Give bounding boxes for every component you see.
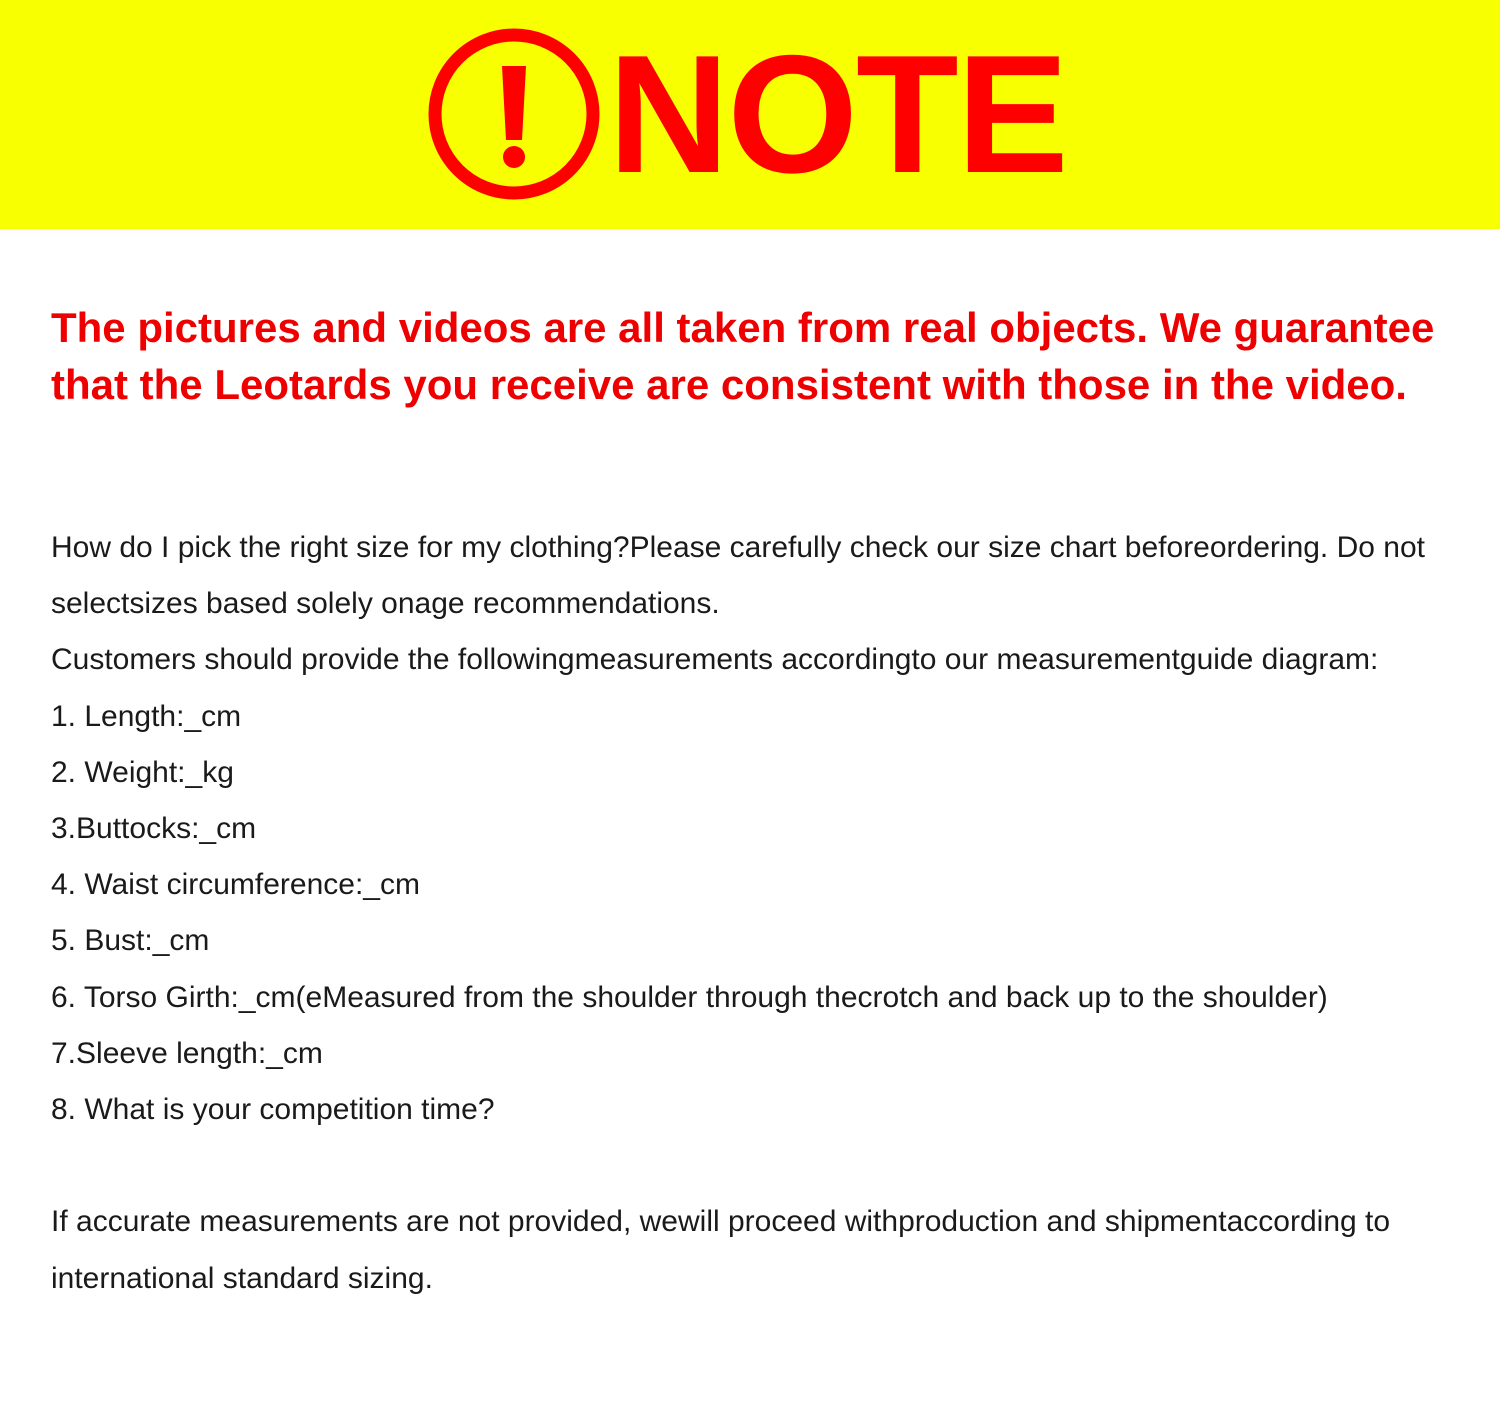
- note-title: NOTE: [608, 20, 1067, 208]
- measurement-item-competition-time: 8. What is your competition time?: [51, 1093, 495, 1127]
- measurement-item-length: 1. Length:_cm: [51, 699, 242, 733]
- measurement-item-waist: 4. Waist circumference:_cm: [51, 868, 420, 902]
- note-banner-content: [428, 20, 1067, 208]
- headline-text: The pictures and videos are all taken from real objects. We guarantee that the Leotards you receive are consistent with those in the video.: [51, 304, 1435, 408]
- note-banner: [0, 0, 1500, 229]
- measurement-item-weight: 2. Weight:_kg: [51, 755, 234, 789]
- measurement-request-paragraph: Customers should provide the followingmeasurements accordingto our measurementguide diagram:: [51, 643, 1379, 677]
- measurement-item-torso-girth: 6. Torso Girth:_cm(eMeasured from the shoulder through thecrotch and back up to the shoulder): [51, 980, 1328, 1014]
- measurement-item-buttocks: 3.Buttocks:_cm: [51, 812, 257, 846]
- footer-paragraph: If accurate measurements are not provided, wewill proceed withproduction and shipmentaccording to international standard sizing.: [51, 1205, 1391, 1295]
- intro-paragraph: How do I pick the right size for my clothing?Please carefully check our size chart beforeordering. Do not selectsizes based solely onage recommendations.: [51, 531, 1425, 621]
- exclamation-circle-icon: [428, 28, 600, 200]
- measurement-item-sleeve-length: 7.Sleeve length:_cm: [51, 1036, 323, 1070]
- measurement-item-bust: 5. Bust:_cm: [51, 924, 210, 958]
- instructions-body: [51, 520, 1471, 1307]
- paragraph-spacer: [51, 1138, 1471, 1194]
